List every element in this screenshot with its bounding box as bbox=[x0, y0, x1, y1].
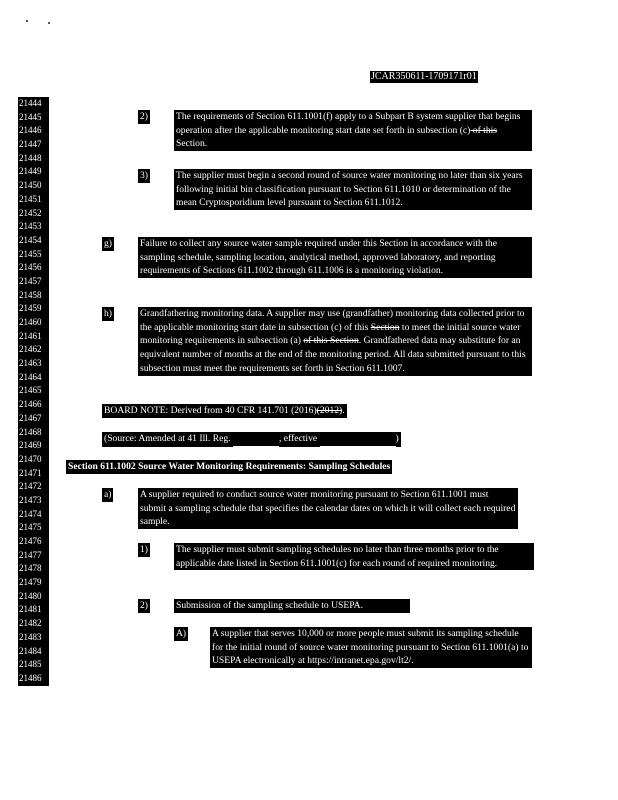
paragraph-text: . Grandfathered data may substitute for an equivalent number of months at the end of the monitoring period. All data submitted pursuant to this subsection must meet the requirements set forth in Section 611.1007. bbox=[140, 335, 526, 374]
line-number: 21456 bbox=[18, 261, 49, 275]
paragraph-3: The supplier must begin a second round of source water monitoring no later than six years following initial bin classification pursuant to Section 611.1010 or determination of the mean Cryptosporidium level pursuant to Section 611.1012. bbox=[174, 169, 532, 210]
blank-line bbox=[320, 432, 396, 447]
board-note-text: . bbox=[342, 405, 345, 416]
board-note bbox=[102, 404, 347, 418]
item-label: h) bbox=[104, 308, 112, 319]
line-number: 21482 bbox=[18, 617, 49, 631]
paragraph-text: Section. bbox=[176, 138, 208, 150]
line-number: 21471 bbox=[18, 467, 49, 481]
line-number: 21470 bbox=[18, 453, 49, 467]
line-number: 21486 bbox=[18, 672, 49, 686]
source-text: , effective bbox=[278, 433, 320, 444]
line-number: 21472 bbox=[18, 480, 49, 494]
line-number: 21449 bbox=[18, 165, 49, 179]
line-number: 21451 bbox=[18, 193, 49, 207]
source-text: ) bbox=[395, 433, 399, 444]
paragraph-text: Grandfathering monitoring data. A supplier may use (grandfather) monitoring data collected prior to the applicable monitoring start date in subsection (c) of this bbox=[140, 308, 525, 333]
line-number: 21460 bbox=[18, 316, 49, 330]
section-heading: Section 611.1002 Source Water Monitoring Requirements: Sampling Schedules bbox=[68, 461, 391, 472]
line-number: 21473 bbox=[18, 494, 49, 508]
line-number: 21458 bbox=[18, 289, 49, 303]
deleted-text: of this bbox=[470, 124, 498, 136]
paragraph-h bbox=[138, 307, 532, 376]
source-note bbox=[102, 432, 401, 447]
item-label: 1) bbox=[140, 544, 148, 555]
paragraph-a: A supplier required to conduct source water monitoring pursuant to Section 611.1001 must submit a sampling schedule that specifies the calendar dates on which it will collect each required sample. bbox=[138, 488, 518, 529]
line-number: 21476 bbox=[18, 535, 49, 549]
line-number: 21466 bbox=[18, 398, 49, 412]
item-label: 3) bbox=[140, 170, 148, 181]
line-number: 21462 bbox=[18, 343, 49, 357]
line-number: 21454 bbox=[18, 234, 49, 248]
line-number: 21484 bbox=[18, 645, 49, 659]
blank-line bbox=[233, 432, 279, 447]
line-number: 21479 bbox=[18, 576, 49, 590]
line-number: 21483 bbox=[18, 631, 49, 645]
paragraph-text: The requirements of Section 611.1001(f) apply to a Subpart B system supplier that begins operation after the applicable monitoring start date set forth in subsection (c) bbox=[176, 111, 521, 136]
line-number: 21468 bbox=[18, 426, 49, 440]
line-number: 21447 bbox=[18, 138, 49, 152]
line-number: 21469 bbox=[18, 439, 49, 453]
line-number: 21448 bbox=[18, 152, 49, 166]
board-note-text: BOARD NOTE: Derived from 40 CFR 141.701 (2016) bbox=[104, 405, 317, 416]
line-number: 21457 bbox=[18, 275, 49, 289]
line-number: 21453 bbox=[18, 220, 49, 234]
line-number: 21445 bbox=[18, 111, 49, 125]
paragraph-text: to meet the initial source water monitoring requirements in subsection (a) bbox=[140, 321, 521, 347]
line-number: 21467 bbox=[18, 412, 49, 426]
item-label: 2) bbox=[140, 111, 148, 122]
line-number: 21478 bbox=[18, 562, 49, 576]
item-label: A) bbox=[176, 628, 187, 639]
line-number: 21446 bbox=[18, 124, 49, 138]
paragraph-a2: Submission of the sampling schedule to USEPA. bbox=[174, 599, 410, 613]
line-number: 21475 bbox=[18, 521, 49, 535]
deleted-text: (2012) bbox=[316, 405, 343, 416]
line-number: 21444 bbox=[18, 97, 49, 111]
paragraph-aA: A supplier that serves 10,000 or more people must submit its sampling schedule for the initial round of source water monitoring pursuant to Section 611.1001(a) to USEPA electronically at https://intranet.epa.gov/lt2/. bbox=[210, 627, 532, 668]
line-number: 21461 bbox=[18, 330, 49, 344]
line-number: 21485 bbox=[18, 658, 49, 672]
line-number: 21477 bbox=[18, 549, 49, 563]
paragraph-g: Failure to collect any source water sample required under this Section in accordance with the sampling schedule, sampling location, analytical method, approved laboratory, and reporting requirements of Sections 611.1002 through 611.1006 is a monitoring violation. bbox=[138, 237, 532, 278]
scan-speck bbox=[26, 20, 28, 22]
paragraph-a1: The supplier must submit sampling schedules no later than three months prior to the applicable date listed in Section 611.1001(c) for each round of required monitoring. bbox=[174, 543, 534, 570]
line-number: 21455 bbox=[18, 248, 49, 262]
paragraph-2 bbox=[174, 110, 532, 151]
document-id: JCAR350611-1709171r01 bbox=[371, 71, 477, 82]
deleted-text: of this Section bbox=[303, 335, 359, 347]
source-text: (Source: Amended at 41 Ill. Reg. bbox=[104, 433, 233, 444]
deleted-text: Section bbox=[370, 321, 400, 333]
line-number-column bbox=[18, 97, 50, 686]
line-number: 21464 bbox=[18, 371, 49, 385]
item-label: g) bbox=[104, 238, 112, 249]
item-label: 2) bbox=[140, 600, 148, 611]
line-number: 21465 bbox=[18, 384, 49, 398]
line-number: 21459 bbox=[18, 302, 49, 316]
line-number: 21450 bbox=[18, 179, 49, 193]
line-number: 21481 bbox=[18, 603, 49, 617]
line-number: 21463 bbox=[18, 357, 49, 371]
item-label: a) bbox=[104, 489, 112, 500]
line-number: 21452 bbox=[18, 207, 49, 221]
line-number: 21474 bbox=[18, 508, 49, 522]
line-number: 21480 bbox=[18, 590, 49, 604]
scan-speck bbox=[48, 22, 50, 24]
